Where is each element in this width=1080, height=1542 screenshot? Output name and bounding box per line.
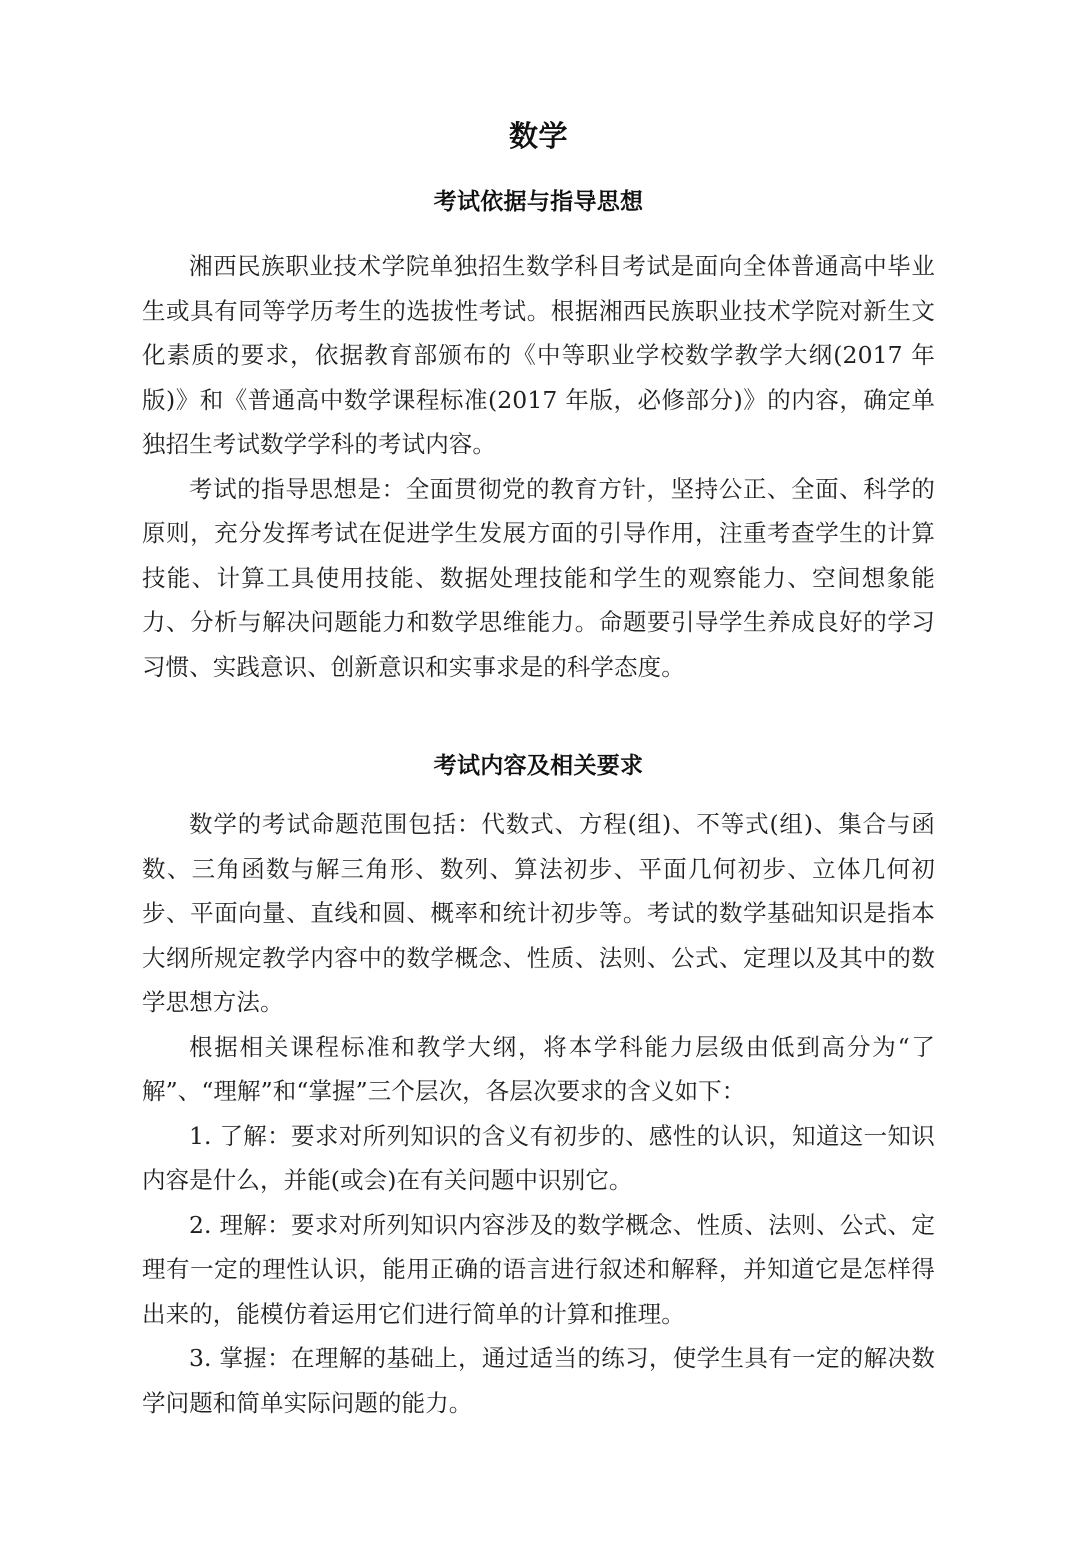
spacer-section1-heading-to-body [142, 214, 935, 244]
spacer-section1-to-section2 [142, 689, 935, 755]
paragraph-level-1-understand: 1. 了解：要求对所列知识的含义有初步的、感性的认识，知道这一知识内容是什么，并能(或会)在有关问题中识别它。 [142, 1121, 935, 1194]
paragraph-exam-basis-1: 湘西民族职业技术学院单独招生数学科目考试是面向全体普通高中毕业生或具有同等学历考生的选拔性考试。根据湘西民族职业技术学院对新生文化素质的要求，依据教育部颁布的《中等职业学校数学教学大纲(2017 年版)》和《普通高中数学课程标准(2017 年版，必修部分)》的内容，确定单独招生考试数学学科的考试内容。 [142, 252, 935, 458]
section-heading-exam-basis: 考试依据与指导思想 [433, 189, 644, 215]
paragraph-exam-basis-2: 考试的指导思想是：全面贯彻党的教育方针，坚持公正、全面、科学的原则，充分发挥考试在促进学生发展方面的引导作用，注重考查学生的计算技能、计算工具使用技能、数据处理技能和学生的观察能力、空间想象能力、分析与解决问题能力和数学思维能力。命题要引导学生养成良好的学习习惯、实践意识、创新意识和实事求是的科学态度。 [142, 474, 935, 681]
page-title: 数学 [508, 119, 568, 153]
page-content [142, 0, 935, 1425]
spacer-section2-heading-to-body [142, 778, 935, 802]
paragraph-level-3-master: 3. 掌握：在理解的基础上，通过适当的练习，使学生具有一定的解决数学问题和简单实际问题的能力。 [142, 1344, 935, 1417]
paragraph-level-2-comprehend: 2. 理解：要求对所列知识内容涉及的数学概念、性质、法则、公式、定理有一定的理性认识，能用正确的语言进行叙述和解释，并知道它是怎样得出来的，能模仿着运用它们进行简单的计算和推理。 [142, 1210, 935, 1328]
spacer-title-to-section1 [142, 151, 935, 191]
paragraph-exam-content-scope: 数学的考试命题范围包括：代数式、方程(组)、不等式(组)、集合与函数、三角函数与解三角形、数列、算法初步、平面几何初步、立体几何初步、平面向量、直线和圆、概率和统计初步等。考试的数学基础知识是指本大纲所规定教学内容中的数学概念、性质、法则、公式、定理以及其中的数学思想方法。 [142, 810, 935, 1016]
section-heading-exam-content: 考试内容及相关要求 [433, 753, 644, 779]
paragraph-exam-content-levels-intro: 根据相关课程标准和教学大纲，将本学科能力层级由低到高分为“了解”、“理解”和“掌握”三个层次，各层次要求的含义如下： [142, 1032, 935, 1105]
